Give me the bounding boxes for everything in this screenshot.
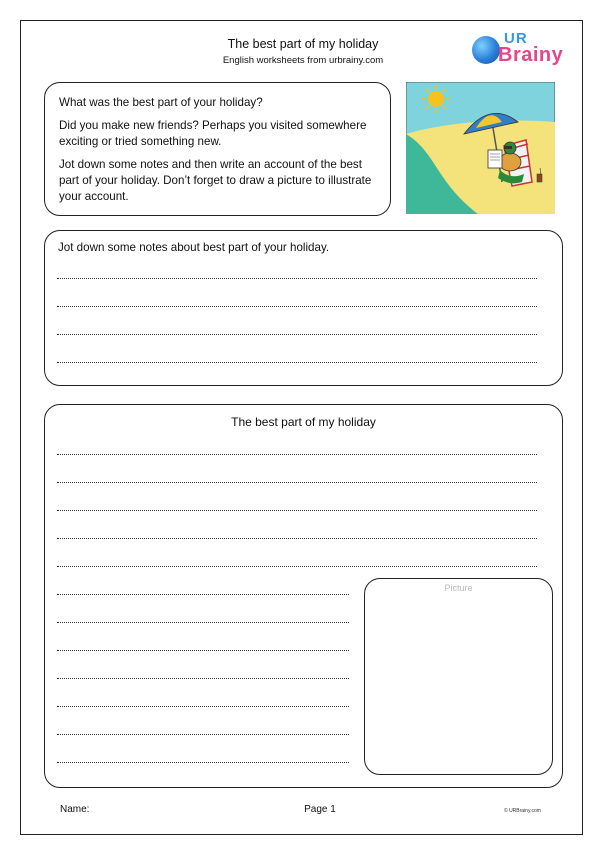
writing-line[interactable] (57, 622, 349, 623)
writing-line[interactable] (57, 762, 349, 763)
logo-text-ur: UR (504, 30, 528, 47)
notes-prompt: Jot down some notes about best part of your holiday. (58, 241, 330, 254)
urbrainy-logo (468, 30, 563, 72)
worksheet-subtitle: English worksheets from urbrainy.com (222, 55, 384, 66)
writing-line[interactable] (57, 650, 349, 651)
writing-line[interactable] (57, 538, 537, 539)
writing-line[interactable] (57, 594, 349, 595)
intro-box (44, 82, 391, 216)
logo-text-brainy: Brainy (498, 44, 564, 66)
writing-line[interactable] (57, 566, 537, 567)
globe-icon (472, 36, 500, 64)
intro-paragraph-1: Did you make new friends? Perhaps you visited somewhere exciting or tried something new. (59, 119, 367, 148)
notes-line[interactable] (57, 362, 537, 363)
writing-line[interactable] (57, 734, 349, 735)
writing-line[interactable] (57, 706, 349, 707)
writing-title: The best part of my holiday (231, 415, 376, 429)
picture-label: Picture (444, 583, 473, 593)
writing-line[interactable] (57, 482, 537, 483)
worksheet-title: The best part of my holiday (227, 37, 379, 51)
picture-box[interactable] (364, 578, 553, 775)
sun-icon (428, 91, 444, 107)
intro-question: What was the best part of your holiday? (59, 96, 263, 109)
writing-line[interactable] (57, 454, 537, 455)
footer-copyright: © URBrainy.com (504, 808, 541, 814)
writing-line[interactable] (57, 510, 537, 511)
beach-illustration (406, 82, 555, 214)
notes-box (44, 230, 563, 386)
footer-page-number: Page 1 (304, 804, 336, 815)
writing-line[interactable] (57, 678, 349, 679)
footer-name-label: Name: (60, 804, 90, 815)
notes-line[interactable] (57, 306, 537, 307)
notes-line[interactable] (57, 334, 537, 335)
intro-paragraph-2: Jot down some notes and then write an account of the best part of your holiday. Don’t forget to draw a picture to illustrate your account. (59, 158, 372, 203)
notes-line[interactable] (57, 278, 537, 279)
